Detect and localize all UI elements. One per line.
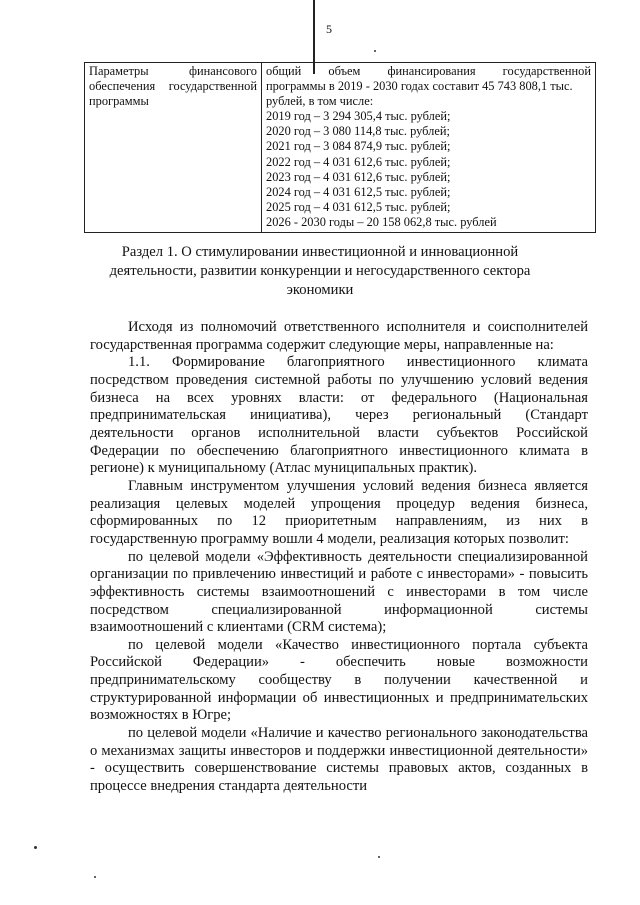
financing-year-line: 2023 год – 4 031 612,6 тыс. рублей; [266, 169, 451, 184]
table-label-cell: Параметры финансового обеспечения государственной программы [85, 63, 262, 233]
section-heading: Раздел 1. О стимулировании инвестиционной и инновационной деятельности, развитии конкуренции и негосударственного сектора экономики [109, 244, 531, 299]
scan-speck [374, 50, 376, 52]
financing-year-line: 2020 год – 3 080 114,8 тыс. рублей; [266, 124, 450, 139]
financing-year-line: 2024 год – 4 031 612,5 тыс. рублей; [266, 184, 451, 199]
paragraph: по целевой модели «Эффективность деятельности специализированной организации по привлечению инвестиций и работе с инвесторами» - повысить эффективность системы взаимоотношений с инвесторами в том числе посредством специализированной информационной системы взаимоотношений с клиентами (CRM система); [90, 548, 588, 636]
financing-year-line: 2019 год – 3 294 305,4 тыс. рублей; [266, 109, 451, 124]
table-row [85, 63, 596, 233]
financing-year-line: 2026 - 2030 годы – 20 158 062,8 тыс. рублей [266, 214, 497, 229]
financing-intro-line: рублей, в том числе: [266, 94, 374, 109]
scan-speck [94, 876, 96, 878]
page-number: 5 [326, 22, 332, 36]
paragraph: Главным инструментом улучшения условий ведения бизнеса является реализация целевых моделей упрощения процедур ведения бизнеса, сформированных по 12 приоритетным направлениям, из них в государственную программу вошли 4 модели, реализация которых позволит: [90, 477, 588, 547]
body-text [90, 319, 588, 796]
financing-year-line: 2022 год – 4 031 612,6 тыс. рублей; [266, 154, 451, 169]
scan-speck [34, 846, 37, 849]
paragraph: 1.1. Формирование благоприятного инвестиционного климата посредством проведения системной работы по улучшению условий ведения бизнеса на всех уровнях власти: от федерального (Национальная предпринимательская инициатива), через региональный (Стандарт деятельности органов исполнительной власти субъектов Российской Федерации по обеспечению благоприятного инвестиционного климата в регионе) к муниципальному (Атлас муниципальных практик). [90, 354, 588, 477]
financing-table [84, 62, 596, 233]
paragraph: по целевой модели «Наличие и качество регионального законодательства о механизмах защиты инвесторов и поддержки инвестиционной деятельности» - осуществить совершенствование системы правовых актов, созданных в процессе внедрения стандарта деятельности [90, 725, 588, 795]
financing-intro-line: общий объем финансирования государственной [266, 64, 591, 78]
financing-intro-line: программы в 2019 - 2030 годах составит 45 743 808,1 тыс. [266, 79, 573, 94]
table-value-cell [262, 63, 596, 233]
financing-year-line: 2021 год – 3 084 874,9 тыс. рублей; [266, 139, 451, 154]
financing-year-line: 2025 год – 4 031 612,5 тыс. рублей; [266, 199, 451, 214]
paragraph: по целевой модели «Качество инвестиционного портала субъекта Российской Федерации» - обеспечить новые возможности предпринимательскому сообществу в получении качественной и структурированной информации об инвестиционных и предпринимательских возможностях в Югре; [90, 636, 588, 724]
scan-speck [378, 856, 380, 858]
paragraph: Исходя из полномочий ответственного исполнителя и соисполнителей государственная программа содержит следующие меры, направленные на: [90, 319, 588, 353]
